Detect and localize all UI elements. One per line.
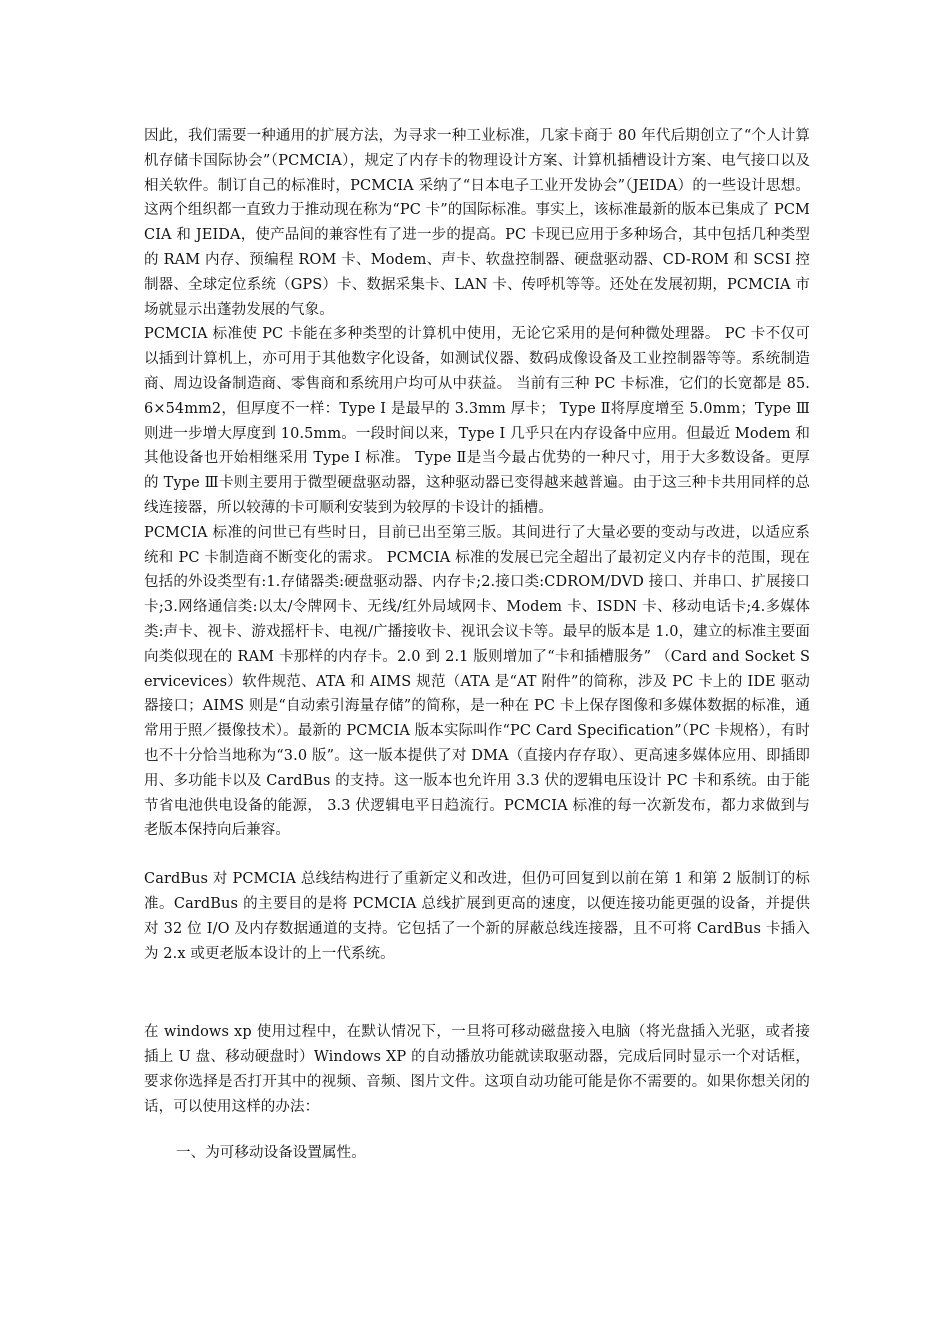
paragraph-spacer (144, 1119, 810, 1141)
list-item-step-one: 一、为可移动设备设置属性。 (176, 1145, 366, 1162)
paragraph-autoplay: 在 windows xp 使用过程中，在默认情况下，一旦将可移动磁盘接入电脑（将光盘插入光驱，或者接插上 U 盘、移动硬盘时）Windows XP 的自动播放功能就读取驱动器，完成后同时显示一个对话框，要求你选择是否打开其中的视频、音频、图片文件。这项自动功能可能是你不需要的。如果你想关闭的话，可以使用这样的办法： (144, 1024, 810, 1115)
paragraph-pc-card-types: PCMCIA 标准使 PC 卡能在多种类型的计算机中使用，无论它采用的是何种微处理器。 PC 卡不仅可以插到计算机上，亦可用于其他数字化设备，如测试仪器、数码成像设备及工业控制器等等。系统制造商、周边设备制造商、零售商和系统用户均可从中获益。 当前有三种 PC 卡标准，它们的长宽都是 85.6×54mm2，但厚度不一样：Type I 是最早的 3.3mm 厚卡； Type Ⅱ将厚度增至 5.0mm；Type Ⅲ则进一步增大厚度到 10.5mm。一段时间以来，Type I 几乎只在内存设备中应用。但最近 Modem 和其他设备也开始相继采用 Type I 标准。 Type Ⅱ是当今最占优势的一种尺寸，用于大多数设备。更厚的 Type Ⅲ卡则主要用于微型硬盘驱动器，这种驱动器已变得越来越普遍。由于这三种卡共用同样的总线连接器，所以较薄的卡可顺利安装到为较厚的卡设计的插槽。 (144, 326, 810, 516)
paragraph-spacer (144, 966, 810, 1020)
paragraph-pcmcia-origin: 因此，我们需要一种通用的扩展方法，为寻求一种工业标准，几家卡商于 80 年代后期创立了“个人计算机存储卡国际协会”（PCMCIA），规定了内存卡的物理设计方案、计算机插槽设计方案、电气接口以及相关软件。制订自己的标准时，PCMCIA 采纳了“日本电子工业开发协会”（JEIDA）的一些设计思想。这两个组织都一直致力于推动现在称为“PC 卡”的国际标准。事实上，该标准最新的版本已集成了 PCMCIA 和 JEIDA，使产品间的兼容性有了进一步的提高。PC 卡现已应用于多种场合，其中包括几种类型的 RAM 内存、预编程 ROM 卡、Modem、声卡、软盘控制器、硬盘驱动器、CD-ROM 和 SCSI 控制器、全球定位系统（GPS）卡、数据采集卡、LAN 卡、传呼机等等。还处在发展初期，PCMCIA 市场就显示出蓬勃发展的气象。 (144, 128, 810, 318)
paragraph-spacer (144, 843, 810, 867)
document-body (144, 124, 810, 1166)
paragraph-cardbus: CardBus 对 PCMCIA 总线结构进行了重新定义和改进，但仍可回复到以前在第 1 和第 2 版制订的标准。CardBus 的主要目的是将 PCMCIA 总线扩展到更高的速度，以便连接功能更强的设备，并提供对 32 位 I/O 及内存数据通道的支持。它包括了一个新的屏蔽总线连接器，且不可将 CardBus 卡插入为 2.x 或更老版本设计的上一代系统。 (144, 871, 810, 962)
paragraph-pcmcia-versions: PCMCIA 标准的问世已有些时日，目前已出至第三版。其间进行了大量必要的变动与改进，以适应系统和 PC 卡制造商不断变化的需求。 PCMCIA 标准的发展已完全超出了最初定义内存卡的范围，现在包括的外设类型有:1.存储器类:硬盘驱动器、内存卡;2.接口类:CDROM/DVD 接口、并串口、扩展接口卡;3.网络通信类:以太/令牌网卡、无线/红外局域网卡、Modem 卡、ISDN 卡、移动电话卡;4.多媒体类:声卡、视卡、游戏摇杆卡、电视/广播接收卡、视讯会议卡等。最早的版本是 1.0，建立的标准主要面向类似现在的 RAM 卡那样的内存卡。2.0 到 2.1 版则增加了“卡和插槽服务” （Card and Socket Servicevices）软件规范、ATA 和 AIMS 规范（ATA 是“AT 附件”的简称，涉及 PC 卡上的 IDE 驱动器接口；AIMS 则是“自动索引海量存储”的简称，是一种在 PC 卡上保存图像和多媒体数据的标准，通常用于照／摄像技术）。最新的 PCMCIA 版本实际叫作“PC Card Specification”（PC 卡规格），有时也不十分恰当地称为“3.0 版”。这一版本提供了对 DMA（直接内存存取）、更高速多媒体应用、即插即用、多功能卡以及 CardBus 的支持。这一版本也允许用 3.3 伏的逻辑电压设计 PC 卡和系统。由于能节省电池供电设备的能源， 3.3 伏逻辑电平日趋流行。PCMCIA 标准的每一次新发布，都力求做到与老版本保持向后兼容。 (144, 524, 810, 839)
